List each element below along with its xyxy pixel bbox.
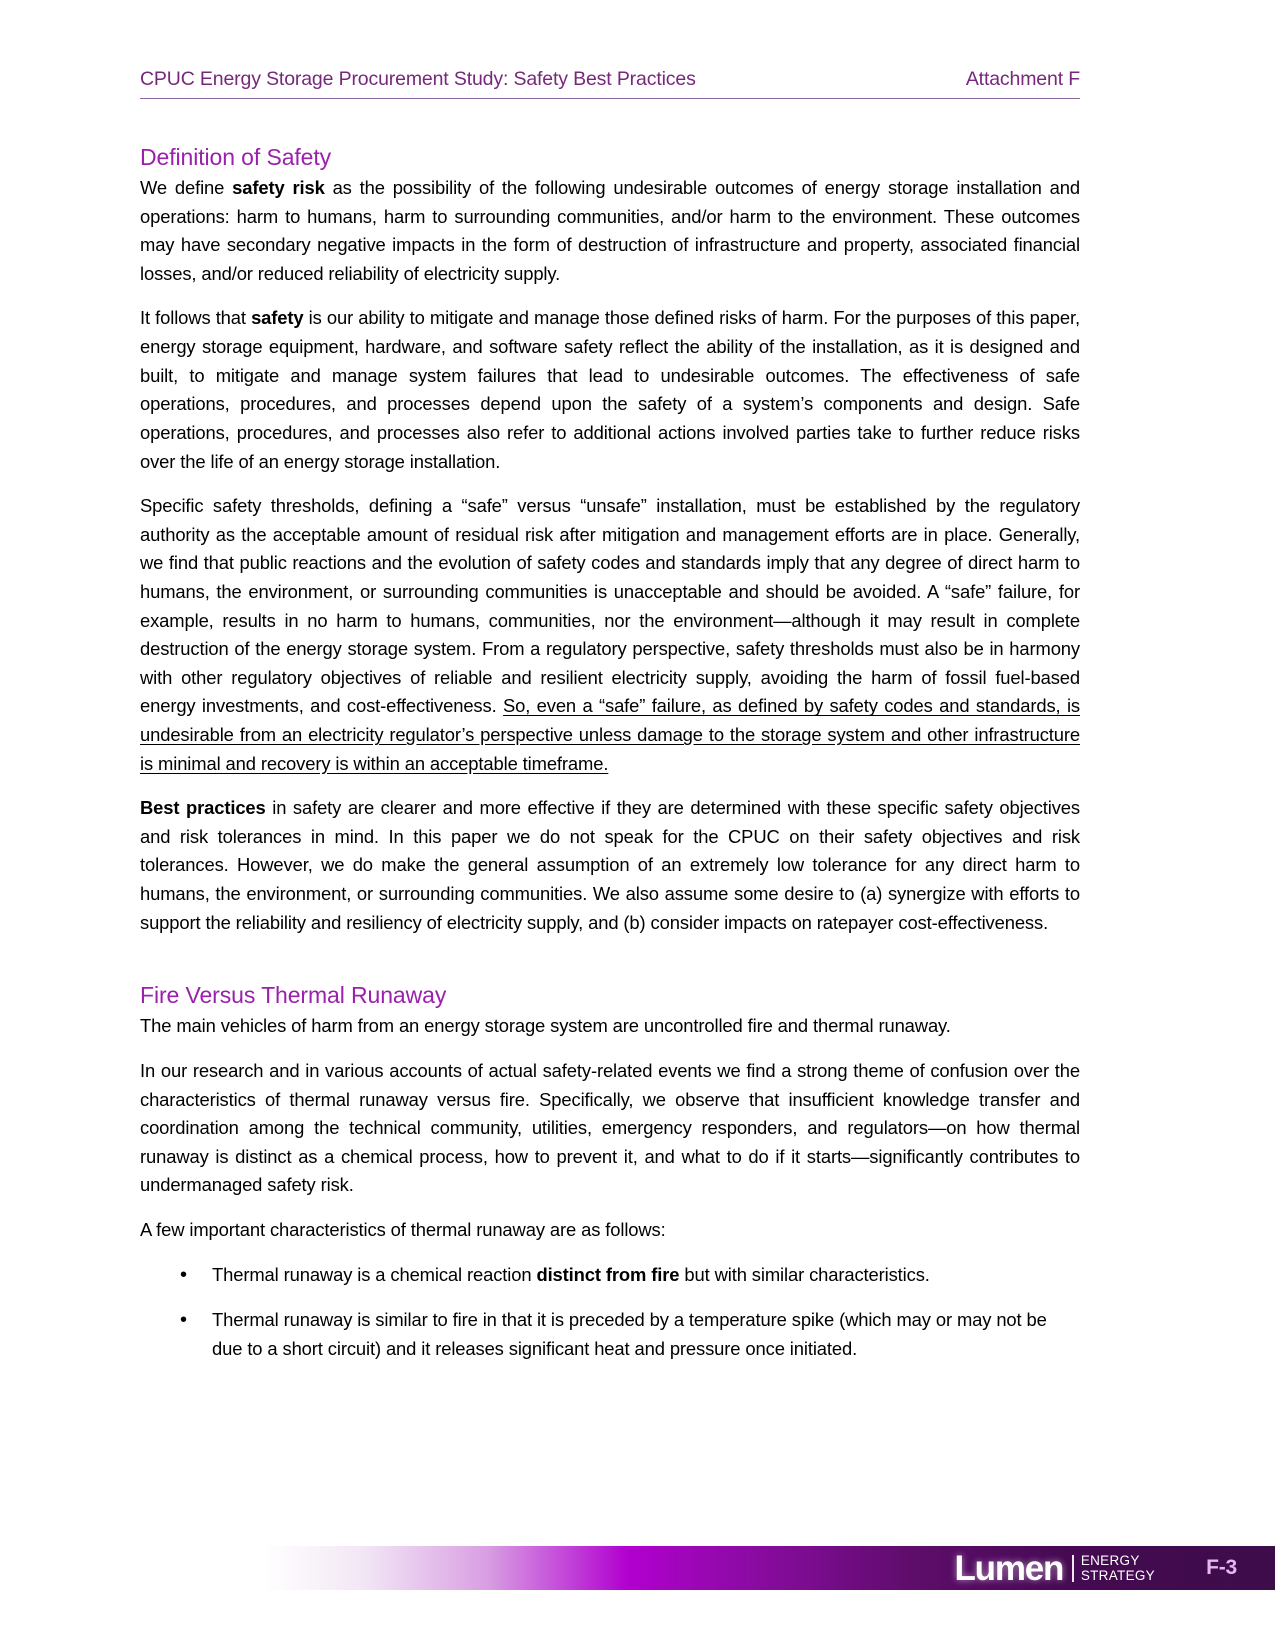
paragraph-text-segment: We define — [140, 177, 233, 199]
lumen-logo — [955, 1548, 1156, 1588]
paragraph-safety-definition — [140, 304, 1080, 476]
bold-term-best-practices: Best practices — [140, 797, 266, 819]
logo-tagline-line2: STRATEGY — [1080, 1568, 1155, 1583]
list-item-text-segment: Thermal runaway is a chemical reaction — [212, 1263, 537, 1285]
paragraph-best-practices — [140, 794, 1080, 937]
page-header — [140, 68, 1080, 99]
paragraph-define-safety-risk — [140, 174, 1080, 288]
logo-tagline-line1: ENERGY — [1080, 1552, 1140, 1568]
logo-divider — [1072, 1555, 1074, 1582]
paragraph-safety-thresholds — [140, 492, 1080, 778]
header-attachment-label: Attachment F — [965, 68, 1080, 90]
page-number: F-3 — [1206, 1556, 1237, 1579]
logo-tagline — [1081, 1553, 1155, 1584]
paragraph-text-segment: as the possibility of the following undesirable outcomes of energy storage installation and operations: harm to humans, harm to surrounding communities, and/or harm to the environment. These outcomes may have secondary negative impacts in the form of destruction of infrastructure and property, associated financial losses, and/or reduced reliability of electricity supply. — [140, 177, 1080, 284]
paragraph-main-vehicles-of-harm: The main vehicles of harm from an energy storage system are uncontrolled fire and thermal runaway. — [140, 1015, 951, 1037]
bold-term-distinct-from-fire: distinct from fire — [536, 1263, 680, 1285]
underlined-emphasis-safe-failure: So, even a “safe” failure, as defined by safety codes and standards, is undesirable from an electricity regulator’s perspective unless damage to the storage system and other infrastructure is minimal and recovery is within an acceptable timeframe. — [140, 695, 1080, 774]
paragraph-research-confusion: In our research and in various accounts of actual safety-related events we find a strong theme of confusion over the characteristics of thermal runaway versus fire. Specifically, we observe that insufficient knowledge transfer and coordination among the technical community, utilities, emergency responders, and regulators—on how thermal runaway is distinct as a chemical process, how to prevent it, and what to do if it starts—significantly contributes to undermanaged safety risk. — [140, 1059, 1080, 1196]
paragraph-text-segment: It follows that — [140, 307, 252, 329]
bold-term-safety: safety — [251, 307, 304, 329]
list-item — [140, 1261, 1080, 1290]
bold-term-safety-risk: safety risk — [232, 177, 325, 199]
paragraph-text-segment: in safety are clearer and more effective if they are determined with these specific safety objectives and risk tolerances in mind. In this paper we do not speak for the CPUC on their safety objectives and risk tolerances. However, we do make the general assumption of an extremely low tolerance for any direct harm to humans, the environment, or surrounding communities. We also assume some desire to (a) synergize with efforts to support the reliability and resiliency of electricity supply, and (b) consider impacts on ratepayer cost-effectiveness. — [140, 797, 1080, 933]
section-heading-fire-versus-thermal-runaway: Fire Versus Thermal Runaway — [140, 982, 447, 1009]
list-item — [140, 1306, 1080, 1363]
bullet-icon: • — [180, 1263, 187, 1286]
header-title: CPUC Energy Storage Procurement Study: Safety Best Practices — [140, 68, 696, 90]
list-item-text-segment: Thermal runaway is similar to fire in that it is preceded by a temperature spike (which may or may not be due to a short circuit) and it releases significant heat and pressure once initiated. — [212, 1309, 1047, 1359]
document-body — [140, 143, 1080, 1380]
logo-wordmark: Lumen — [954, 1548, 1064, 1588]
paragraph-characteristics-intro: A few important characteristics of thermal runaway are as follows: — [140, 1218, 666, 1240]
paragraph-text-segment: is our ability to mitigate and manage those defined risks of harm. For the purposes of this paper, energy storage equipment, hardware, and software safety reflect the ability of the installation, as it is designed and built, to mitigate and manage system failures that lead to undesirable outcomes. The effectiveness of safe operations, procedures, and processes depend upon the safety of a system’s components and design. Safe operations, procedures, and processes also refer to additional actions involved parties take to further reduce risks over the life of an energy storage installation. — [140, 307, 1080, 472]
thermal-runaway-characteristics-list — [140, 1261, 1080, 1364]
section-heading-definition-of-safety: Definition of Safety — [140, 144, 332, 170]
bullet-icon: • — [180, 1309, 187, 1332]
paragraph-text-segment: Specific safety thresholds, defining a “safe” versus “unsafe” installation, must be established by the regulatory authority as the acceptable amount of residual risk after mitigation and management efforts are in place. Generally, we find that public reactions and the evolution of safety codes and standards imply that any degree of direct harm to humans, the environment, or surrounding communities is unacceptable and should be avoided. A “safe” failure, for example, results in no harm to humans, communities, nor the environment—although it may result in complete destruction of the energy storage system. From a regulatory perspective, safety thresholds must also be in harmony with other regulatory objectives of reliable and resilient electricity supply, avoiding the harm of fossil fuel-based energy investments, and cost-effectiveness. — [140, 495, 1080, 717]
list-item-text-segment: but with similar characteristics. — [679, 1263, 930, 1285]
